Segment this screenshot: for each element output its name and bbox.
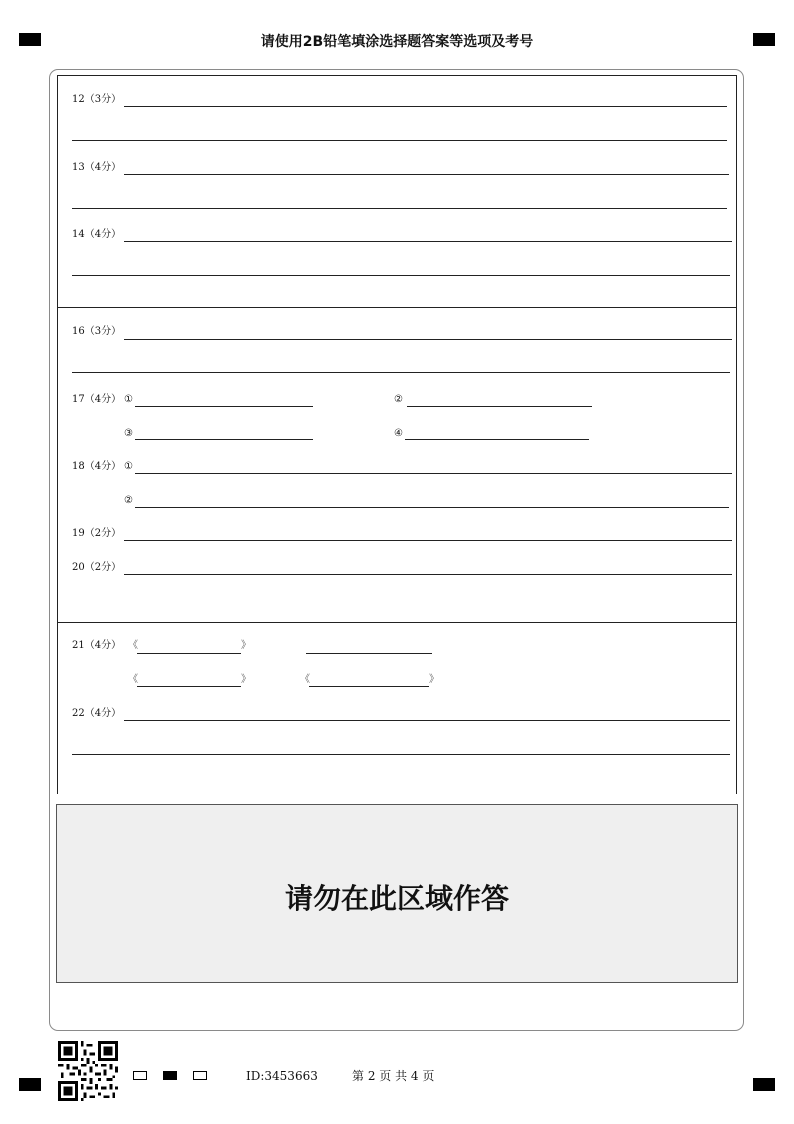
marker-17-2: ② (394, 394, 403, 405)
section-q12-q14 (57, 75, 737, 308)
marker-17-1: ① (124, 394, 133, 405)
bracket-21-3-close: 》 (241, 674, 251, 685)
bracket-21-1-close: 》 (241, 640, 251, 651)
answer-line-19[interactable] (124, 540, 732, 541)
question-22-label: 22（4分） (72, 708, 122, 719)
answer-line-17-3[interactable] (135, 439, 313, 440)
marker-17-3: ③ (124, 428, 133, 439)
bracket-21-3-open: 《 (128, 674, 138, 685)
answer-line-13b[interactable] (72, 208, 727, 209)
section-q21-q22 (57, 622, 737, 794)
question-21-label: 21（4分） (72, 640, 122, 651)
marker-18-2: ② (124, 495, 133, 506)
bracket-21-1-open: 《 (128, 640, 138, 651)
answer-line-17-1[interactable] (135, 406, 313, 407)
answer-line-21-3[interactable] (137, 686, 241, 687)
page-indicator: 第 2 页 共 4 页 (352, 1069, 435, 1083)
question-20-label: 20（2分） (72, 562, 122, 573)
answer-line-12b[interactable] (72, 140, 727, 141)
fill-mark-1 (133, 1071, 147, 1080)
answer-line-21-2[interactable] (306, 653, 432, 654)
no-answer-zone-text: 请勿在此区域作答 (284, 882, 509, 915)
sheet-id: ID:3453663 (246, 1069, 318, 1083)
fill-mark-2 (163, 1071, 177, 1080)
question-14-label: 14（4分） (72, 229, 122, 240)
answer-line-16b[interactable] (72, 372, 730, 373)
answer-line-18-2[interactable] (135, 507, 729, 508)
answer-line-16a[interactable] (124, 339, 732, 340)
answer-line-14b[interactable] (72, 275, 730, 276)
answer-line-17-4[interactable] (405, 439, 589, 440)
corner-mark-bottom-left (19, 1078, 41, 1091)
answer-line-18-1[interactable] (135, 473, 732, 474)
question-12-label: 12（3分） (72, 94, 122, 105)
marker-17-4: ④ (394, 428, 403, 439)
question-19-label: 19（2分） (72, 528, 122, 539)
marker-18-1: ① (124, 461, 133, 472)
question-17-label: 17（4分） (72, 394, 122, 405)
answer-line-17-2[interactable] (407, 406, 592, 407)
answer-line-22a[interactable] (124, 720, 730, 721)
qr-code-icon (58, 1041, 118, 1101)
no-answer-zone (56, 804, 738, 983)
section-q16-q20 (57, 307, 737, 623)
corner-mark-bottom-right (753, 1078, 775, 1091)
answer-line-13a[interactable] (124, 174, 729, 175)
answer-line-20[interactable] (124, 574, 732, 575)
bracket-21-4-close: 》 (429, 674, 439, 685)
bracket-21-4-open: 《 (300, 674, 310, 685)
answer-line-12a[interactable] (124, 106, 727, 107)
answer-line-21-1[interactable] (137, 653, 241, 654)
header-title: 请使用2B铅笔填涂选择题答案等选项及考号 (260, 34, 534, 50)
answer-line-21-4[interactable] (309, 686, 429, 687)
fill-mark-3 (193, 1071, 207, 1080)
question-18-label: 18（4分） (72, 461, 122, 472)
answer-line-14a[interactable] (124, 241, 732, 242)
question-13-label: 13（4分） (72, 162, 122, 173)
question-16-label: 16（3分） (72, 326, 122, 337)
answer-line-22b[interactable] (72, 754, 730, 755)
